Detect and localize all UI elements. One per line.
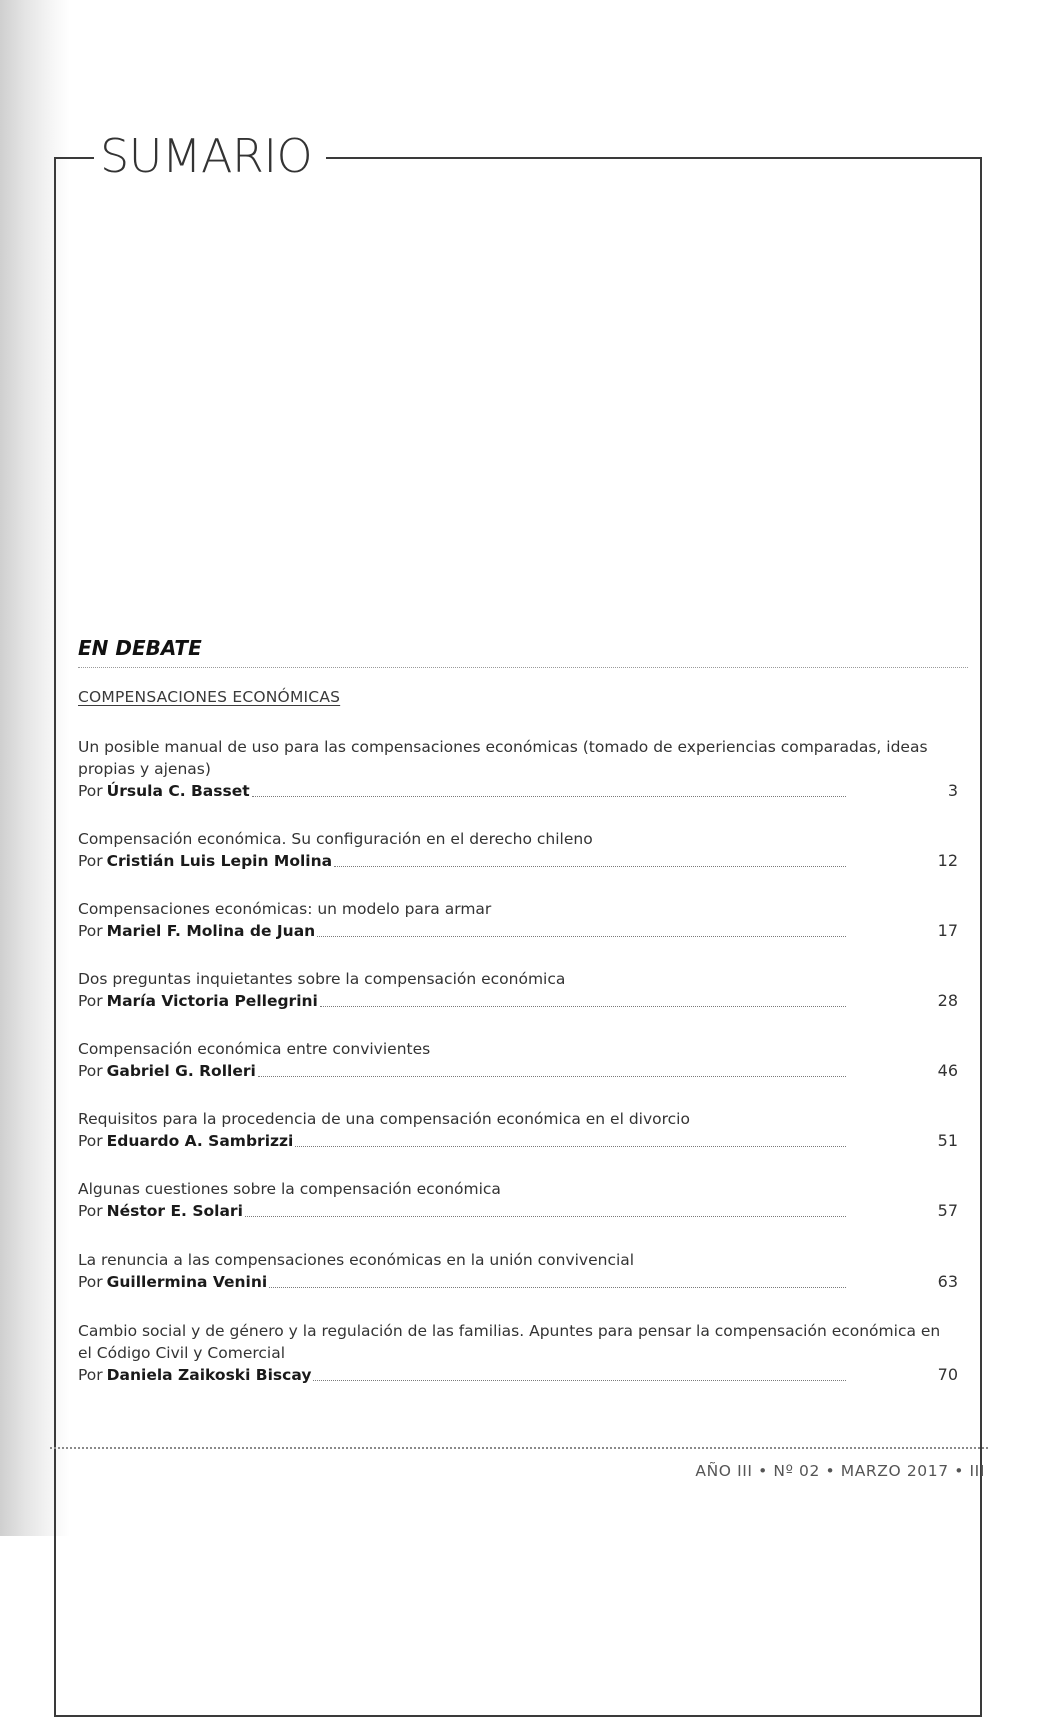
- entry-author: Cristián Luis Lepin Molina: [106, 852, 333, 870]
- toc-entry[interactable]: [78, 898, 958, 942]
- entry-author-line: [78, 1364, 958, 1386]
- entry-page-number: 3: [947, 781, 958, 800]
- entry-por: Por: [78, 922, 103, 940]
- entry-author-line: [78, 1130, 958, 1152]
- entry-author-line: [78, 1200, 958, 1222]
- toc-entry[interactable]: [78, 1249, 958, 1293]
- entry-author-line: [78, 850, 958, 872]
- entry-page-number: 28: [937, 991, 958, 1010]
- leader-dots: [334, 866, 846, 867]
- entry-title: Un posible manual de uso para las compensaciones económicas (tomado de experiencias comparadas, ideas propias y ajenas): [78, 738, 928, 778]
- leader-dots: [317, 936, 846, 937]
- entry-author: Guillermina Venini: [106, 1273, 268, 1291]
- toc-entry[interactable]: [78, 968, 958, 1012]
- toc-entry[interactable]: [78, 1178, 958, 1222]
- entry-title: Compensaciones económicas: un modelo para armar: [78, 900, 492, 918]
- entry-page-number: 51: [937, 1131, 958, 1150]
- leader-dots: [252, 796, 846, 797]
- entry-author: Mariel F. Molina de Juan: [106, 922, 316, 940]
- entry-por: Por: [78, 1273, 103, 1291]
- leader-dots: [245, 1216, 846, 1217]
- leader-dots: [313, 1380, 846, 1381]
- toc-entry[interactable]: [78, 736, 958, 802]
- entry-author-line: [78, 990, 958, 1012]
- entry-author-line: [78, 780, 958, 802]
- entry-author-line: [78, 1060, 958, 1082]
- entry-title: Compensación económica entre convivientes: [78, 1040, 431, 1058]
- section-divider: [78, 667, 968, 668]
- entry-title: La renuncia a las compensaciones económicas en la unión convivencial: [78, 1251, 635, 1269]
- toc-entry[interactable]: [78, 828, 958, 872]
- entry-author: María Victoria Pellegrini: [106, 992, 318, 1010]
- page-title: SUMARIO: [100, 129, 313, 183]
- leader-dots: [295, 1146, 846, 1147]
- entry-author: Néstor E. Solari: [106, 1202, 243, 1220]
- subsection-heading: COMPENSACIONES ECONÓMICAS: [78, 688, 341, 706]
- entry-page-number: 46: [937, 1061, 958, 1080]
- entry-author: Úrsula C. Basset: [106, 782, 250, 800]
- toc-entry[interactable]: [78, 1320, 958, 1386]
- entry-title: Dos preguntas inquietantes sobre la compensación económica: [78, 970, 566, 988]
- entry-por: Por: [78, 1366, 103, 1384]
- entry-page-number: 70: [937, 1365, 958, 1384]
- entry-page-number: 12: [937, 851, 958, 870]
- entry-por: Por: [78, 782, 103, 800]
- entry-por: Por: [78, 992, 103, 1010]
- section-heading: EN DEBATE: [78, 636, 202, 660]
- entry-por: Por: [78, 852, 103, 870]
- entry-title: Compensación económica. Su configuración en el derecho chileno: [78, 830, 593, 848]
- entry-author: Eduardo A. Sambrizzi: [106, 1132, 294, 1150]
- entry-page-number: 57: [937, 1201, 958, 1220]
- toc-entry[interactable]: [78, 1038, 958, 1082]
- entry-author-line: [78, 1271, 958, 1293]
- toc-entry[interactable]: [78, 1108, 958, 1152]
- entry-page-number: 63: [937, 1272, 958, 1291]
- leader-dots: [258, 1076, 846, 1077]
- leader-dots: [320, 1006, 846, 1007]
- page-footer: AÑO III • Nº 02 • MARZO 2017 • III: [695, 1462, 985, 1480]
- entry-author: Daniela Zaikoski Biscay: [106, 1366, 312, 1384]
- entry-title: Cambio social y de género y la regulación de las familias. Apuntes para pensar la compensación económica en el Código Civil y Comercial: [78, 1322, 941, 1362]
- entry-author-line: [78, 920, 958, 942]
- entry-author: Gabriel G. Rolleri: [106, 1062, 256, 1080]
- entry-por: Por: [78, 1062, 103, 1080]
- entry-por: Por: [78, 1132, 103, 1150]
- entry-page-number: 17: [937, 921, 958, 940]
- leader-dots: [269, 1287, 846, 1288]
- entry-title: Requisitos para la procedencia de una compensación económica en el divorcio: [78, 1110, 690, 1128]
- entry-title: Algunas cuestiones sobre la compensación económica: [78, 1180, 501, 1198]
- footer-divider: [50, 1447, 988, 1449]
- entry-por: Por: [78, 1202, 103, 1220]
